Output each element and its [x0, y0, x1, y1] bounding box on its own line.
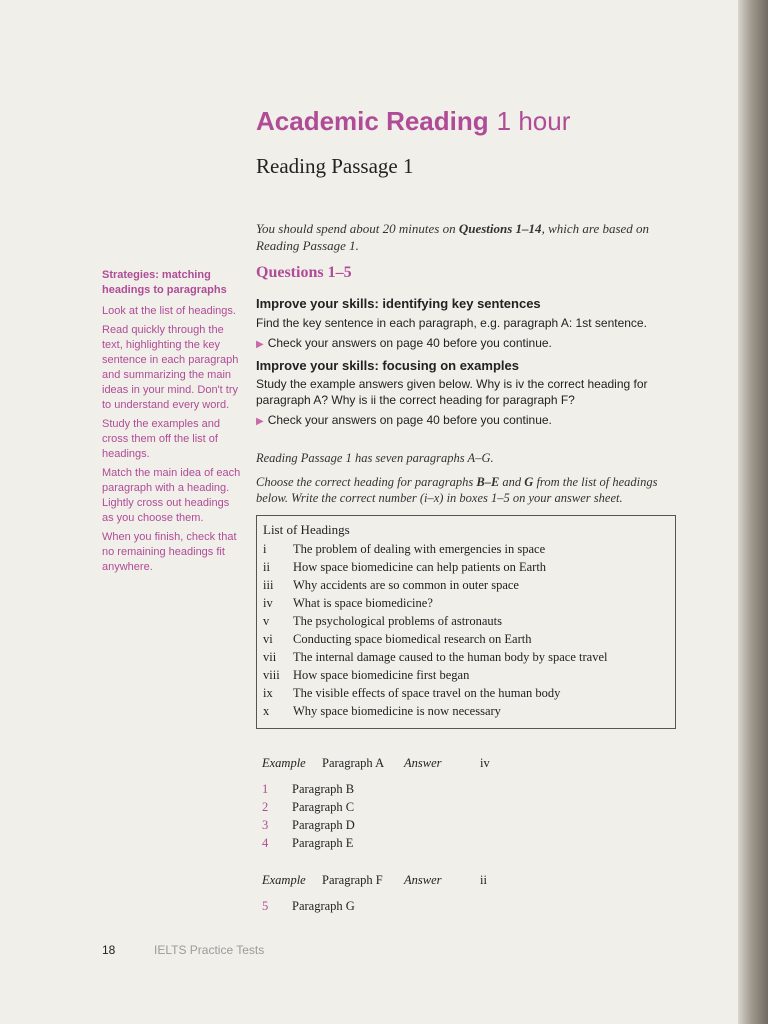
heading-text: The problem of dealing with emergencies in space: [293, 542, 546, 556]
heading-num: iv: [263, 596, 273, 610]
sidebar-para: Study the examples and cross them off the list of headings.: [102, 418, 221, 460]
page-title: [256, 106, 570, 137]
questions-heading: Questions 1–5: [256, 264, 352, 281]
sidebar-para: Read quickly through the text, highlighting the key sentence in each paragraph and summarizing the main ideas in your mind. Don't try to understand every word.: [102, 324, 239, 411]
example-row: [262, 873, 487, 888]
heading-item: [263, 560, 546, 575]
skill1-heading: Improve your skills: identifying key sentences: [256, 296, 541, 311]
heading-text: What is space biomedicine?: [293, 596, 433, 610]
intro-bold: Questions 1–14: [458, 221, 542, 236]
heading-num: iii: [263, 578, 274, 592]
skill1-text: Find the key sentence in each paragraph, e.g. paragraph A: 1st sentence.: [256, 316, 647, 330]
skill1-check-text: Check your answers on page 40 before you continue.: [267, 336, 552, 350]
heading-text: How space biomedicine can help patients on Earth: [293, 560, 547, 574]
list-of-headings-box: [256, 515, 676, 729]
heading-item: [263, 686, 560, 701]
heading-num: ii: [263, 560, 270, 574]
sidebar-para: Look at the list of headings.: [102, 305, 236, 317]
inst2-p1: Choose the correct heading for paragraphs: [256, 475, 477, 489]
heading-item: [263, 704, 501, 719]
heading-num: viii: [263, 668, 280, 682]
example-answer: ii: [480, 873, 487, 887]
sidebar-title: Strategies: matching headings to paragraphs: [102, 269, 227, 296]
question-row: [262, 818, 355, 833]
skill2-heading: Improve your skills: focusing on examples: [256, 358, 519, 373]
answer-label: Answer: [404, 873, 442, 887]
question-paragraph: Paragraph D: [292, 818, 355, 832]
heading-text: Why space biomedicine is now necessary: [293, 704, 501, 718]
triangle-right-icon: ▶: [256, 339, 264, 350]
question-number: 2: [262, 800, 269, 814]
answer-label: Answer: [404, 756, 442, 770]
heading-text: Conducting space biomedical research on Earth: [293, 632, 532, 646]
inst2-p3: from the list of headings below. Write the correct number (i–x) in boxes 1–5 on your answer sheet.: [256, 475, 658, 505]
question-number: 5: [262, 899, 269, 913]
triangle-right-icon: ▶: [256, 416, 264, 427]
heading-item: [263, 632, 531, 647]
example-paragraph: Paragraph F: [322, 873, 383, 887]
question-number: 4: [262, 836, 269, 850]
passage-title: Reading Passage 1: [256, 154, 414, 178]
example-row: [262, 756, 490, 771]
heading-item: [263, 668, 469, 683]
strategies-sidebar: [102, 268, 242, 579]
skill2-check-text: Check your answers on page 40 before you continue.: [267, 413, 552, 427]
question-row: [262, 782, 354, 797]
question-paragraph: Paragraph G: [292, 899, 355, 913]
heading-item: [263, 596, 433, 611]
heading-text: The psychological problems of astronauts: [293, 614, 502, 628]
instruction-2: [256, 474, 676, 506]
heading-item: [263, 578, 519, 593]
heading-num: x: [263, 704, 270, 718]
sidebar-para: Match the main idea of each paragraph with a heading. Lightly cross out headings as you choose them.: [102, 467, 241, 524]
inst2-b1: B–E: [476, 475, 500, 489]
intro-pre: You should spend about 20 minutes on: [256, 221, 459, 236]
headings-title: List of Headings: [263, 522, 350, 537]
heading-text: The internal damage caused to the human body by space travel: [293, 650, 608, 664]
page-edge: [738, 0, 768, 1024]
question-paragraph: Paragraph B: [292, 782, 355, 796]
question-number: 3: [262, 818, 269, 832]
title-main: Academic Reading: [256, 106, 489, 136]
heading-num: vii: [263, 650, 277, 664]
question-paragraph: Paragraph E: [292, 836, 354, 850]
heading-item: [263, 650, 607, 665]
page-number: 18: [102, 943, 116, 957]
title-time: 1 hour: [496, 106, 571, 136]
intro-instruction: [256, 220, 676, 254]
inst2-p2: and: [499, 475, 525, 489]
example-answer: iv: [480, 756, 490, 770]
heading-num: i: [263, 542, 267, 556]
heading-item: [263, 542, 545, 557]
inst2-b2: G: [524, 475, 534, 489]
question-row: [262, 899, 355, 914]
question-paragraph: Paragraph C: [292, 800, 355, 814]
skill1-check: [256, 336, 552, 350]
question-number: 1: [262, 782, 269, 796]
heading-text: The visible effects of space travel on the human body: [293, 686, 561, 700]
skill2-text: Study the example answers given below. Why is iv the correct heading for paragraph A? Why is ii the correct heading for paragraph F?: [256, 377, 648, 407]
heading-text: Why accidents are so common in outer space: [293, 578, 519, 592]
intro-post: , which are based on Reading Passage 1.: [256, 221, 650, 253]
question-row: [262, 800, 354, 815]
heading-num: vi: [263, 632, 273, 646]
heading-num: v: [263, 614, 270, 628]
sidebar-para: When you finish, check that no remaining headings fit anywhere.: [102, 531, 237, 573]
question-row: [262, 836, 353, 851]
heading-text: How space biomedicine first began: [293, 668, 470, 682]
example-label: Example: [262, 873, 306, 887]
example-paragraph: Paragraph A: [322, 756, 385, 770]
footer-book-title: IELTS Practice Tests: [154, 943, 265, 957]
example-label: Example: [262, 756, 306, 770]
skill2-check: [256, 413, 552, 427]
heading-item: [263, 614, 502, 629]
heading-num: ix: [263, 686, 273, 700]
instruction-1: Reading Passage 1 has seven paragraphs A–G.: [256, 451, 494, 465]
